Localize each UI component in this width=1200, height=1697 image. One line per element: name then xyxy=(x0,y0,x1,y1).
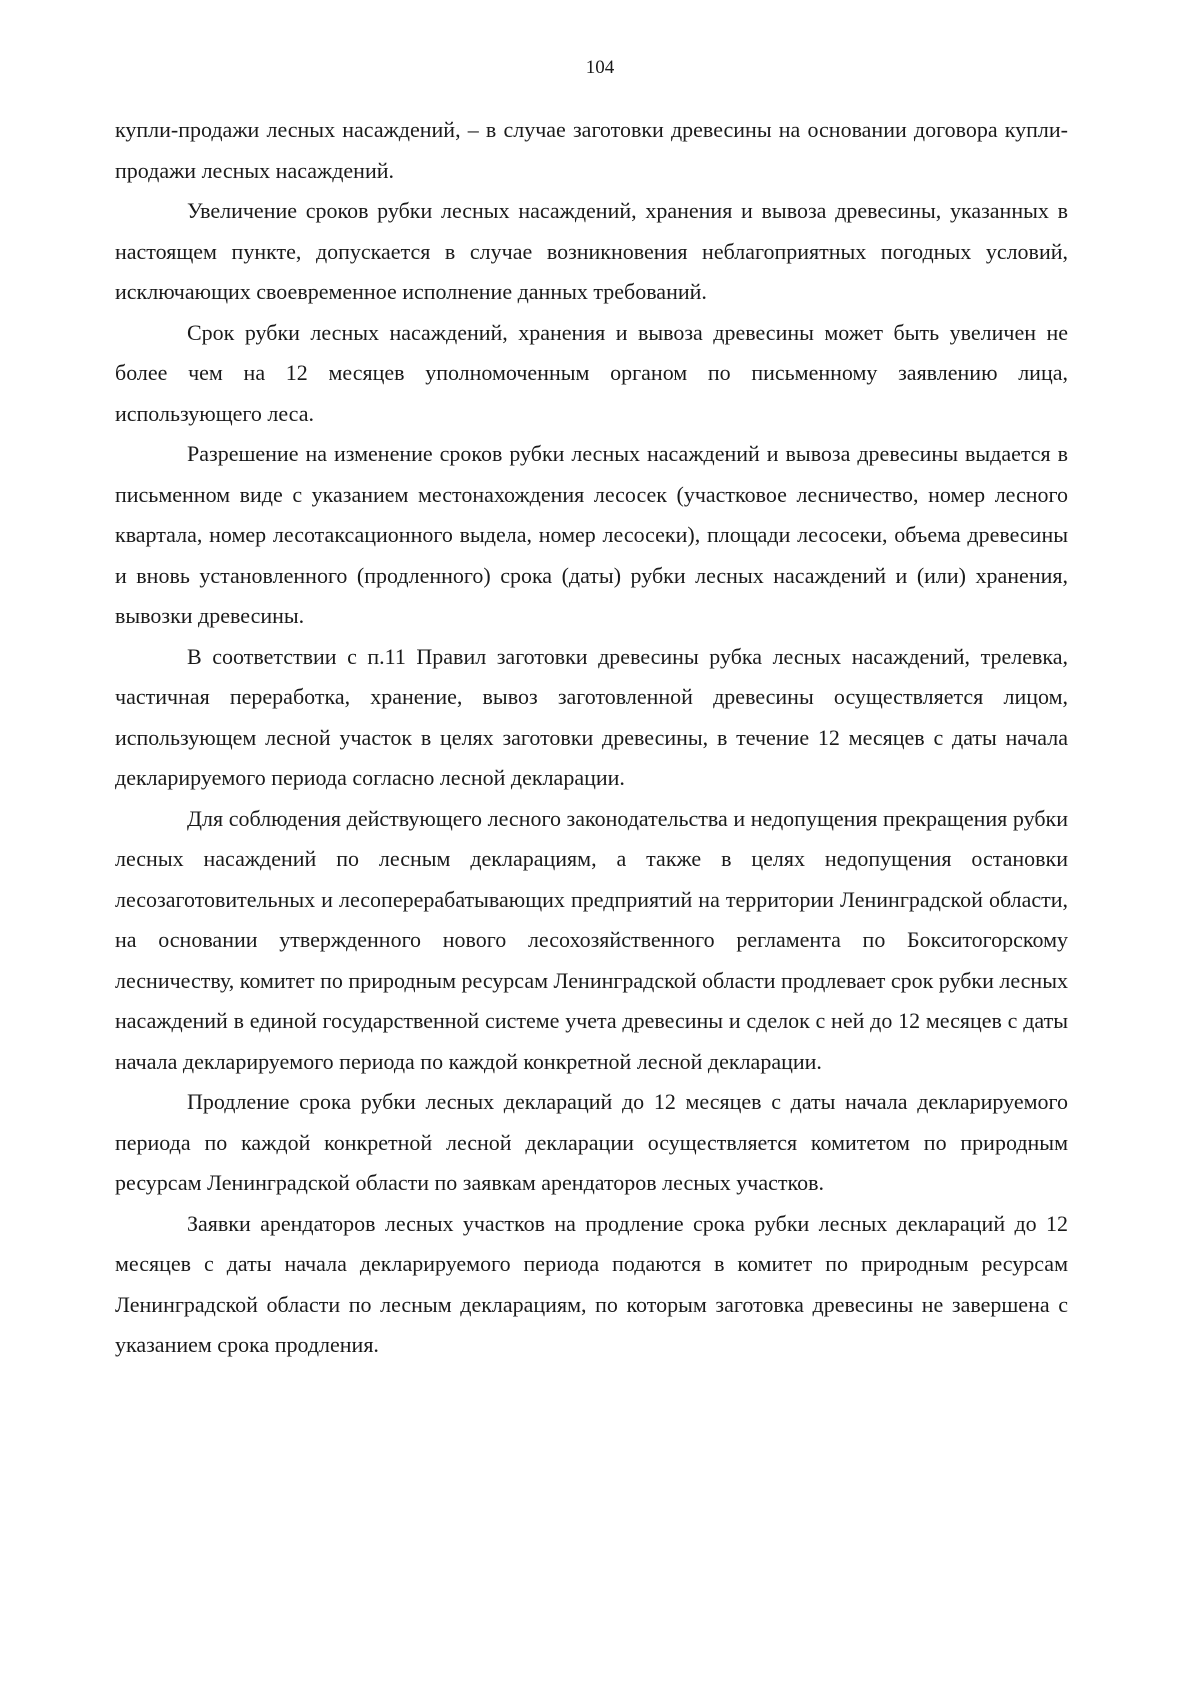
paragraph: Продление срока рубки лесных деклараций до 12 месяцев с даты начала декларируемого периода по каждой конкретной лесной декларации осуществляется комитетом по природным ресурсам Ленинградской области по заявкам арендаторов лесных участков. xyxy=(115,1089,1068,1195)
paragraph: В соответствии с п.11 Правил заготовки древесины рубка лесных насаждений, трелевка, частичная переработка, хранение, вывоз заготовленной древесины осуществляется лицом, использующем лесной участок в целях заготовки древесины, в течение 12 месяцев с даты начала декларируемого периода согласно лесной декларации. xyxy=(115,643,1068,790)
paragraph: Заявки арендаторов лесных участков на продление срока рубки лесных деклараций до 12 месяцев с даты начала декларируемого периода подаются в комитет по природным ресурсам Ленинградской области по лесным декларациям, по которым заготовка древесины не завершена с указанием срока продления. xyxy=(115,1210,1068,1357)
page-number: 104 xyxy=(585,57,615,78)
document-body xyxy=(115,110,1068,1366)
paragraph: Увеличение сроков рубки лесных насаждений, хранения и вывоза древесины, указанных в настоящем пункте, допускается в случае возникновения неблагоприятных погодных условий, исключающих своевременное исполнение данных требований. xyxy=(115,198,1068,304)
paragraph-continuation: купли-продажи лесных насаждений, – в случае заготовки древесины на основании договора купли-продажи лесных насаждений. xyxy=(115,117,1068,183)
paragraph: Срок рубки лесных насаждений, хранения и вывоза древесины может быть увеличен не более чем на 12 месяцев уполномоченным органом по письменному заявлению лица, использующего леса. xyxy=(115,319,1068,426)
paragraph: Для соблюдения действующего лесного законодательства и недопущения прекращения рубки лесных насаждений по лесным декларациям, а также в целях недопущения остановки лесозаготовительных и лесоперерабатывающих предприятий на территории Ленинградской области, на основании утвержденного нового лесохозяйственного регламента по Бокситогорскому лесничеству, комитет по природным ресурсам Ленинградской области продлевает срок рубки лесных насаждений в единой государственной системе учета древесины и сделок с ней до 12 месяцев с даты начала декларируемого периода по каждой конкретной лесной декларации. xyxy=(115,805,1068,1074)
paragraph: Разрешение на изменение сроков рубки лесных насаждений и вывоза древесины выдается в письменном виде с указанием местонахождения лесосек (участковое лесничество, номер лесного квартала, номер лесотаксационного выдела, номер лесосеки), площади лесосеки, объема древесины и вновь установленного (продленного) срока (даты) рубки лесных насаждений и (или) хранения, вывозки древесины. xyxy=(115,441,1068,628)
